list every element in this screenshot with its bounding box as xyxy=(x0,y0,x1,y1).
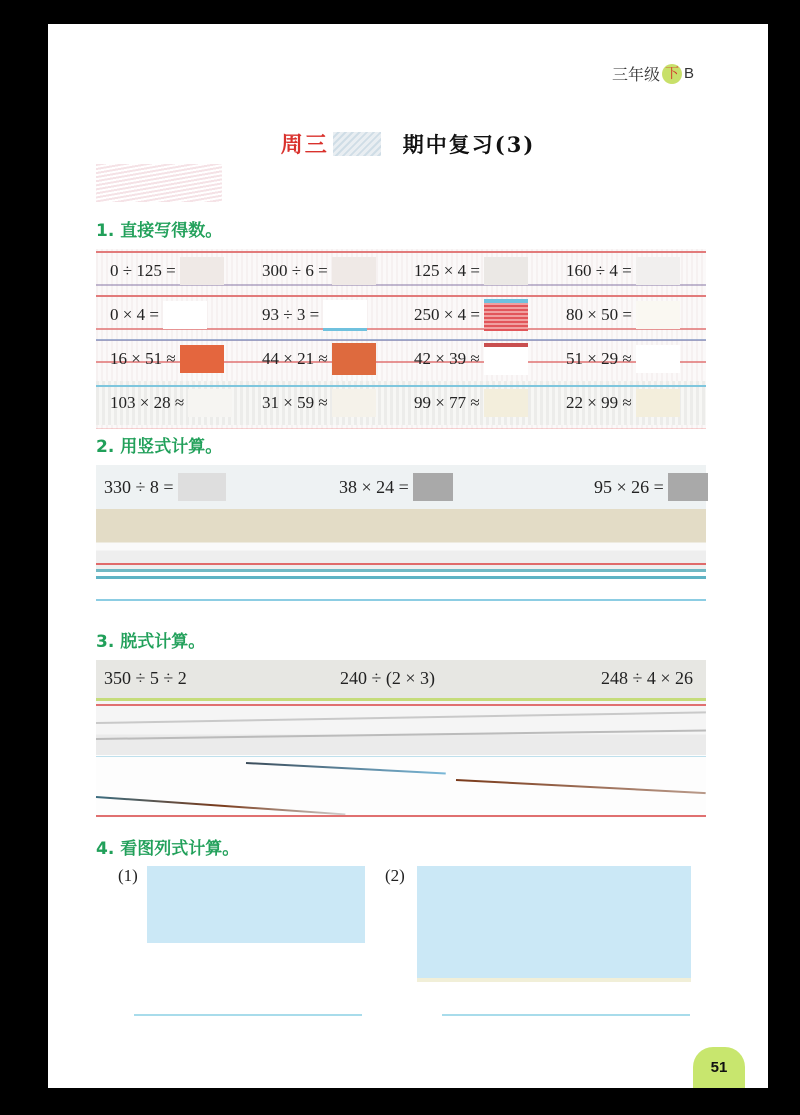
answer-blank[interactable] xyxy=(188,389,232,417)
problem-expression: 350 ÷ 5 ÷ 2 xyxy=(104,667,187,688)
problem-cell xyxy=(110,337,224,381)
mental-math-row xyxy=(96,337,706,381)
problem-cell xyxy=(110,293,207,337)
answer-blank[interactable] xyxy=(413,473,453,501)
figure-2-image xyxy=(417,866,691,982)
problem-cell xyxy=(104,467,226,507)
problem-cell xyxy=(262,381,376,425)
problem-expression: 99 × 77 ≈ xyxy=(414,393,480,412)
score-stamp-area xyxy=(96,164,222,202)
problem-cell xyxy=(594,467,708,507)
section-3-title: 3. 脱式计算。 xyxy=(96,632,206,652)
mental-math-row xyxy=(96,249,706,293)
problem-expression: 250 × 4 = xyxy=(414,305,480,324)
section-1-title: 1. 直接写得数。 xyxy=(96,221,223,241)
problem-expression: 16 × 51 ≈ xyxy=(110,349,176,368)
answer-blank[interactable] xyxy=(332,257,376,285)
answer-blank[interactable] xyxy=(636,257,680,285)
figure-1-label: (1) xyxy=(118,866,138,885)
section-2-title: 2. 用竖式计算。 xyxy=(96,437,223,457)
problem-cell xyxy=(414,249,528,293)
day-label: 周三 xyxy=(280,133,329,158)
problem-cell xyxy=(339,467,453,507)
problem-expression: 125 × 4 = xyxy=(414,261,480,280)
figure-1-answer-line[interactable] xyxy=(134,1014,362,1016)
step-calc-area xyxy=(96,660,706,818)
page-title xyxy=(48,128,768,159)
problem-cell xyxy=(566,337,680,381)
problem-expression: 95 × 26 = xyxy=(594,476,664,497)
grade-label xyxy=(612,62,694,85)
problem-cell xyxy=(262,293,367,337)
answer-blank[interactable] xyxy=(332,343,376,375)
vertical-calc-area xyxy=(96,465,706,603)
answer-blank[interactable] xyxy=(332,389,376,417)
page-number: 51 xyxy=(693,1047,745,1088)
problem-expression: 31 × 59 ≈ xyxy=(262,393,328,412)
problem-expression: 0 × 4 = xyxy=(110,305,159,324)
problem-cell xyxy=(566,293,680,337)
problem-expression: 248 ÷ 4 × 26 xyxy=(601,667,694,688)
edition-letter: B xyxy=(683,65,694,82)
answer-blank[interactable] xyxy=(180,345,224,373)
problem-expression: 44 × 21 ≈ xyxy=(262,349,328,368)
mental-math-row xyxy=(96,381,706,425)
problem-cell xyxy=(110,381,232,425)
problem-expression: 240 ÷ (2 × 3) xyxy=(340,667,436,688)
problem-expression: 103 × 28 ≈ xyxy=(110,393,185,412)
answer-blank[interactable] xyxy=(484,389,528,417)
grade-text: 三年级 xyxy=(611,65,660,84)
topic-title: 期中复习(3) xyxy=(402,131,536,157)
problem-cell xyxy=(414,337,528,381)
mental-math-grid xyxy=(96,249,706,429)
answer-blank[interactable] xyxy=(484,257,528,285)
figure-2-label: (2) xyxy=(385,866,405,885)
workbook-page xyxy=(48,24,768,1088)
problem-cell xyxy=(262,337,376,381)
problem-expression: 93 ÷ 3 = xyxy=(262,305,320,324)
problem-expression: 0 ÷ 125 = xyxy=(110,261,176,280)
answer-blank[interactable] xyxy=(484,299,528,331)
figure-2-answer-line[interactable] xyxy=(442,1014,690,1016)
answer-blank[interactable] xyxy=(163,301,207,329)
answer-blank[interactable] xyxy=(180,257,224,285)
day-decoration xyxy=(333,132,381,156)
problem-expression: 42 × 39 ≈ xyxy=(414,349,480,368)
answer-blank[interactable] xyxy=(668,473,708,501)
problem-expression: 330 ÷ 8 = xyxy=(104,476,174,497)
problem-cell xyxy=(566,249,680,293)
answer-blank[interactable] xyxy=(178,473,226,501)
problem-cell xyxy=(414,293,528,337)
problem-expression: 38 × 24 = xyxy=(339,476,409,497)
answer-blank[interactable] xyxy=(636,301,680,329)
section-4-title: 4. 看图列式计算。 xyxy=(96,839,240,859)
problem-cell xyxy=(262,249,376,293)
figure-1-image xyxy=(147,866,365,943)
problem-expression: 160 ÷ 4 = xyxy=(566,261,632,280)
mental-math-row xyxy=(96,293,706,337)
problem-expression: 22 × 99 ≈ xyxy=(566,393,632,412)
problem-cell xyxy=(110,249,224,293)
problem-expression: 51 × 29 ≈ xyxy=(566,349,632,368)
answer-blank[interactable] xyxy=(323,300,367,331)
answer-blank[interactable] xyxy=(636,345,680,373)
problem-expression: 300 ÷ 6 = xyxy=(262,261,328,280)
term-badge: 下 xyxy=(662,64,682,84)
answer-blank[interactable] xyxy=(636,389,680,417)
problem-cell xyxy=(414,381,528,425)
answer-blank[interactable] xyxy=(484,343,528,375)
problem-cell xyxy=(566,381,680,425)
problem-expression: 80 × 50 = xyxy=(566,305,632,324)
